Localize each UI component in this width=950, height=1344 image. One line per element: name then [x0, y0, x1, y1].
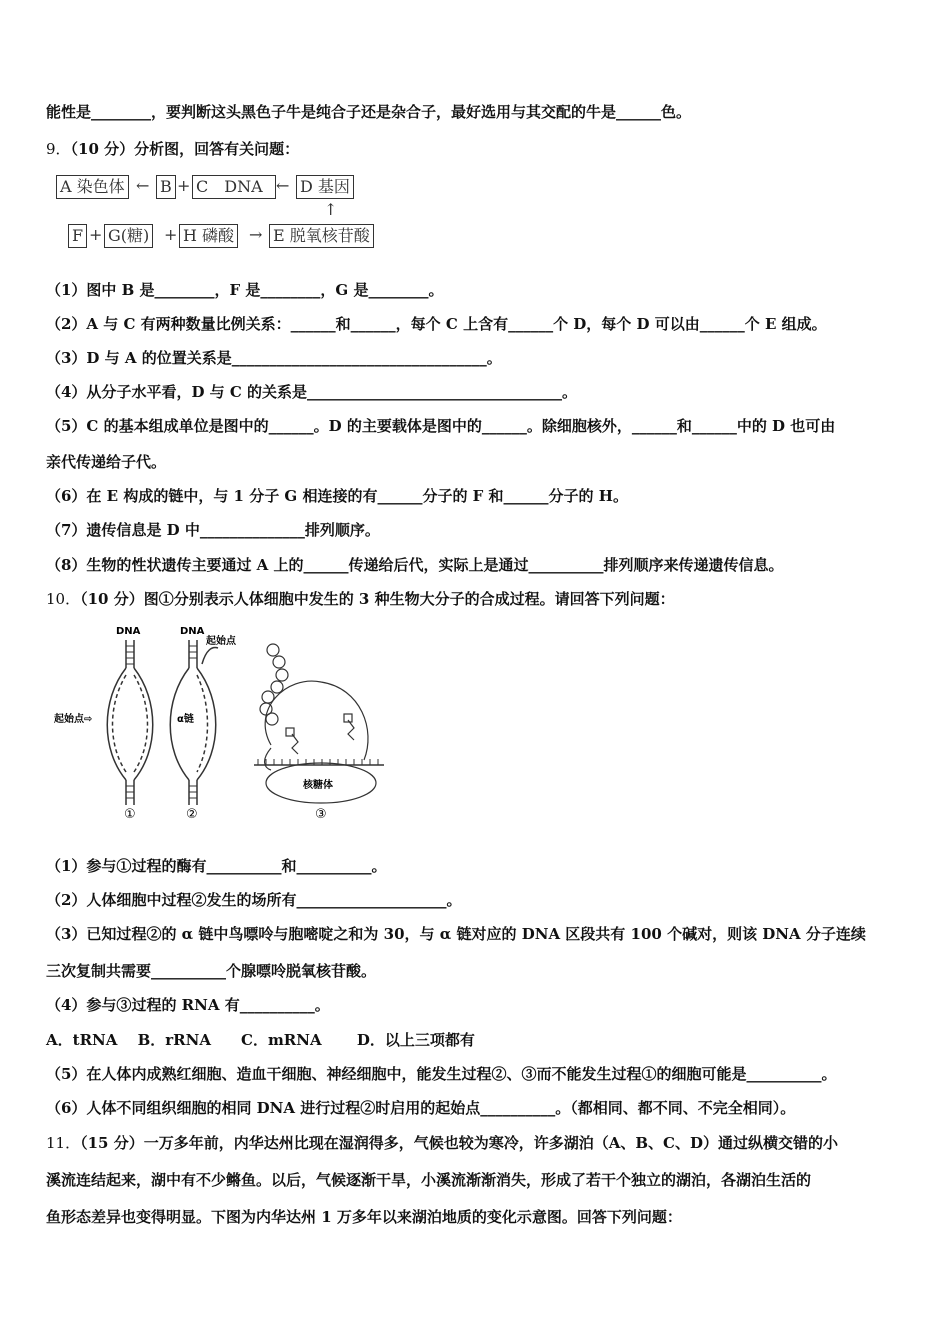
text-line: 能性是________，要判断这头黑色子牛是纯合子还是杂合子，最好选用与其交配的牛是______色。	[46, 103, 692, 121]
box-f: F	[68, 224, 87, 248]
question-10-5: （5）在人体内成熟红细胞、造血干细胞、神经细胞中，能发生过程②、③而不能发生过程①的细胞可能是__________。	[46, 1065, 837, 1083]
question-text: （15 分）一万多年前，内华达州比现在湿润得多，气候也较为寒冷，许多湖泊（A、B、C、D）通过纵横交错的小	[80, 1134, 838, 1152]
question-9-head	[46, 139, 910, 159]
question-10-3b: 三次复制共需要__________个腺嘌呤脱氧核苷酸。	[46, 962, 377, 980]
question-10-4-options: A．tRNA B．rRNA C．mRNA D．以上三项都有	[46, 1031, 475, 1049]
start-point-label-1: 起始点⇨	[54, 714, 93, 725]
question-9-3: （3）D 与 A 的位置关系是__________________________________。	[46, 349, 502, 367]
start-point-label-2: 起始点	[206, 636, 236, 647]
question-number: 11．	[46, 1134, 81, 1152]
question-10-head	[46, 589, 910, 609]
box-g-sugar: G(糖)	[104, 224, 153, 248]
process-number-1: ①	[124, 807, 136, 822]
ribosome-label: 核糖体	[303, 780, 333, 791]
dna-label-1: DNA	[116, 626, 141, 637]
question-10-3a: （3）已知过程②的 α 链中鸟嘌呤与胞嘧啶之和为 30，与 α 链对应的 DNA 区段共有 100 个碱对，则该 DNA 分子连续	[46, 925, 866, 943]
arrow-left: ←	[276, 176, 290, 195]
arrow-up: ↑	[324, 200, 338, 219]
question-9-7: （7）遗传信息是 D 中______________排列顺序。	[46, 521, 380, 539]
question-11-c: 鱼形态差异也变得明显。下图为内华达州 1 万多年以来湖泊地质的变化示意图。回答下列问题：	[46, 1208, 682, 1226]
dna-label-2: DNA	[180, 626, 205, 637]
figure-9	[56, 172, 396, 252]
question-9-4: （4）从分子水平看，D 与 C 的关系是__________________________________。	[46, 383, 578, 401]
arrow-left: ←	[136, 176, 150, 195]
box-h-phosphate: H 磷酸	[179, 224, 238, 248]
plus-sign: +	[177, 176, 191, 195]
question-10-4: （4）参与③过程的 RNA 有__________。	[46, 996, 330, 1014]
box-b: B	[156, 175, 176, 199]
question-10-6: （6）人体不同组织细胞的相同 DNA 进行过程②时启用的起始点__________。（都相同、都不同、不完全相同）。	[46, 1099, 796, 1117]
question-11-b: 溪流连结起来，湖中有不少鳉鱼。以后，气候逐渐干旱，小溪流渐渐消失，形成了若干个独立的湖泊，各湖泊生活的	[46, 1171, 812, 1189]
question-10-1: （1）参与①过程的酶有__________和__________。	[46, 857, 387, 875]
question-9-6: （6）在 E 构成的链中，与 1 分子 G 相连接的有______分子的 F 和______分子的 H。	[46, 487, 628, 505]
question-text: （10 分）图①分别表示人体细胞中发生的 3 种生物大分子的合成过程。请回答下列问题：	[80, 590, 675, 608]
box-c-dna: C DNA	[192, 175, 276, 199]
box-d-gene: D 基因	[296, 175, 354, 199]
question-number: 9．	[46, 140, 71, 158]
question-9-5b: 亲代传递给子代。	[46, 453, 167, 471]
question-text: （10 分）分析图，回答有关问题：	[70, 140, 300, 158]
question-11-a	[46, 1133, 910, 1153]
plus-sign: +	[164, 225, 178, 244]
question-9-2: （2）A 与 C 有两种数量比例关系：______和______，每个 C 上含有______个 D，每个 D 可以由______个 E 组成。	[46, 315, 827, 333]
question-9-5a: （5）C 的基本组成单位是图中的______。D 的主要载体是图中的______。除细胞核外，______和______中的 D 也可由	[46, 417, 836, 435]
process-number-3: ③	[315, 807, 327, 822]
arrow-right: →	[249, 225, 263, 244]
question-9-8: （8）生物的性状遗传主要通过 A 上的______传递给后代，实际上是通过__________排列顺序来传递遗传信息。	[46, 556, 784, 574]
replication-bubble	[107, 640, 153, 805]
process-number-2: ②	[186, 807, 198, 822]
question-9-1: （1）图中 B 是________，F 是________，G 是________。	[46, 281, 444, 299]
box-e-nucleotide: E 脱氧核苷酸	[269, 224, 374, 248]
box-a-chromosome: A 染色体	[56, 175, 129, 199]
alpha-chain-label: α链	[177, 714, 194, 725]
question-10-2: （2）人体细胞中过程②发生的场所有____________________。	[46, 891, 462, 909]
figure-10	[46, 620, 386, 825]
question-number: 10．	[46, 590, 81, 608]
plus-sign: +	[89, 225, 103, 244]
